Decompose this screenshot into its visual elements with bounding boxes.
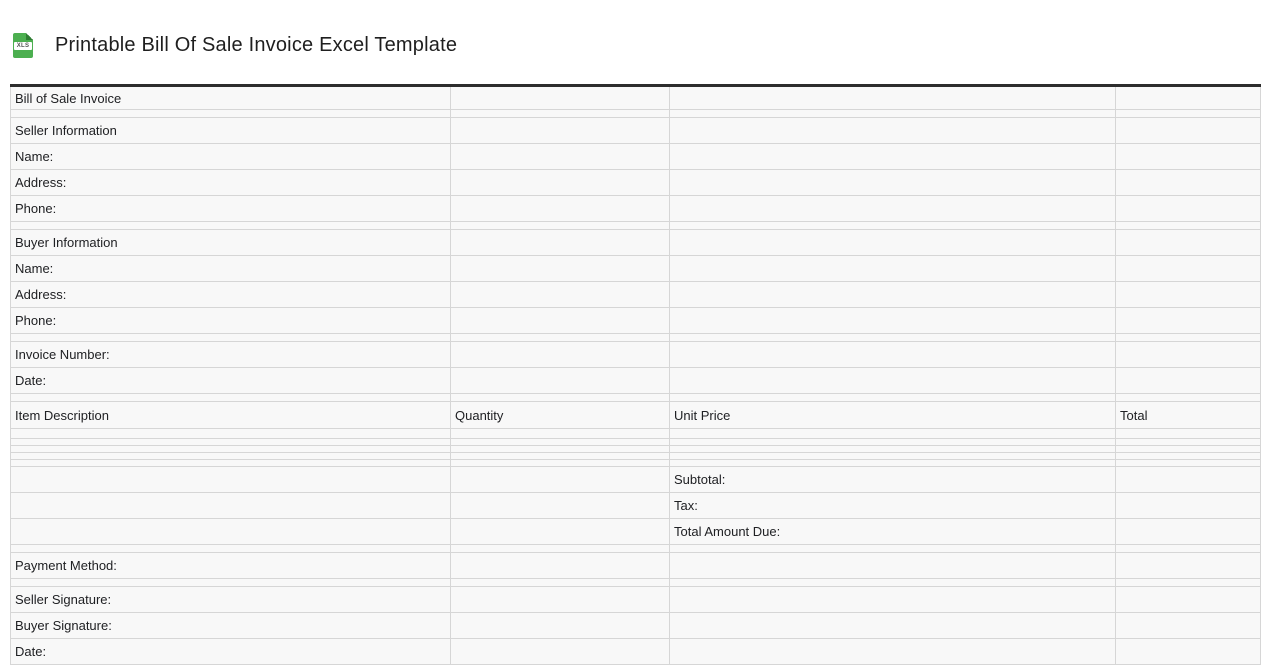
cell: Unit Price — [670, 402, 1116, 429]
cell — [1116, 282, 1261, 308]
cell — [1116, 110, 1261, 118]
cell — [1116, 256, 1261, 282]
cell — [1116, 519, 1261, 545]
cell — [451, 308, 670, 334]
cell — [670, 453, 1116, 460]
cell — [451, 453, 670, 460]
cell — [11, 579, 451, 587]
cell — [451, 222, 670, 230]
cell — [1116, 342, 1261, 368]
field-row — [11, 230, 1261, 256]
cell — [670, 613, 1116, 639]
cell — [1116, 439, 1261, 446]
cell — [11, 460, 451, 467]
cell — [670, 460, 1116, 467]
cell — [1116, 579, 1261, 587]
cell — [670, 196, 1116, 222]
cell — [451, 613, 670, 639]
spacer-row — [11, 394, 1261, 402]
cell — [670, 256, 1116, 282]
field-row — [11, 196, 1261, 222]
cell — [1116, 394, 1261, 402]
cell — [1116, 144, 1261, 170]
cell — [670, 587, 1116, 613]
cell — [11, 222, 451, 230]
cell — [11, 394, 451, 402]
cell — [670, 230, 1116, 256]
field-row — [11, 282, 1261, 308]
cell — [451, 493, 670, 519]
cell — [1116, 639, 1261, 665]
cell — [451, 334, 670, 342]
cell — [1116, 493, 1261, 519]
field-row — [11, 170, 1261, 196]
cell — [670, 394, 1116, 402]
cell — [670, 170, 1116, 196]
cell — [451, 553, 670, 579]
cell — [670, 553, 1116, 579]
cell — [1116, 613, 1261, 639]
xls-file-icon — [13, 33, 33, 58]
cell — [1116, 86, 1261, 110]
cell — [451, 282, 670, 308]
cell — [451, 394, 670, 402]
cell — [451, 467, 670, 493]
spacer-row — [11, 110, 1261, 118]
cell — [670, 282, 1116, 308]
field-row — [11, 639, 1261, 665]
cell — [11, 519, 451, 545]
title-row — [11, 86, 1261, 110]
field-row — [11, 613, 1261, 639]
cell — [11, 110, 451, 118]
field-row — [11, 519, 1261, 545]
cell — [670, 429, 1116, 439]
cell — [451, 639, 670, 665]
cell — [451, 545, 670, 553]
field-row — [11, 467, 1261, 493]
field-row — [11, 553, 1261, 579]
cell: Date: — [11, 368, 451, 394]
cell — [451, 230, 670, 256]
cell — [1116, 308, 1261, 334]
cell — [670, 368, 1116, 394]
cell — [451, 118, 670, 144]
field-row — [11, 368, 1261, 394]
page-title: Printable Bill Of Sale Invoice Excel Template — [55, 33, 458, 56]
cell — [1116, 118, 1261, 144]
cell — [670, 579, 1116, 587]
cell — [451, 368, 670, 394]
cell: Subtotal: — [670, 467, 1116, 493]
spacer-row — [11, 222, 1261, 230]
cell — [11, 453, 451, 460]
cell — [451, 587, 670, 613]
cell — [670, 446, 1116, 453]
cell: Address: — [11, 170, 451, 196]
cell: Total — [1116, 402, 1261, 429]
cell — [1116, 587, 1261, 613]
cell — [1116, 545, 1261, 553]
item-row — [11, 439, 1261, 446]
invoice-table — [10, 84, 1261, 665]
cell — [451, 439, 670, 446]
cell — [451, 460, 670, 467]
cell — [1116, 453, 1261, 460]
cell: Invoice Number: — [11, 342, 451, 368]
field-row — [11, 493, 1261, 519]
cell — [11, 439, 451, 446]
cell — [1116, 553, 1261, 579]
cell — [670, 144, 1116, 170]
cell: Payment Method: — [11, 553, 451, 579]
cell — [11, 493, 451, 519]
item-row — [11, 446, 1261, 453]
cell — [1116, 460, 1261, 467]
spacer-row — [11, 334, 1261, 342]
cell — [1116, 446, 1261, 453]
cell — [451, 86, 670, 110]
cell — [451, 196, 670, 222]
cell — [451, 256, 670, 282]
field-row — [11, 118, 1261, 144]
cell — [670, 439, 1116, 446]
cell — [670, 308, 1116, 334]
cell: Buyer Signature: — [11, 613, 451, 639]
cell — [1116, 368, 1261, 394]
cell: Address: — [11, 282, 451, 308]
cell — [670, 222, 1116, 230]
cell: Quantity — [451, 402, 670, 429]
field-row — [11, 587, 1261, 613]
cell: Tax: — [670, 493, 1116, 519]
cell: Item Description — [11, 402, 451, 429]
cell: Seller Signature: — [11, 587, 451, 613]
cell — [451, 579, 670, 587]
cell — [1116, 467, 1261, 493]
invoice-table-body — [11, 86, 1261, 665]
cell — [670, 342, 1116, 368]
field-row — [11, 144, 1261, 170]
item-row — [11, 453, 1261, 460]
cell — [1116, 170, 1261, 196]
item-row — [11, 460, 1261, 467]
cell — [1116, 222, 1261, 230]
field-row — [11, 342, 1261, 368]
cell — [670, 545, 1116, 553]
spacer-row — [11, 579, 1261, 587]
file-fold-corner — [26, 33, 33, 40]
cell: Total Amount Due: — [670, 519, 1116, 545]
cell — [451, 110, 670, 118]
cell — [451, 446, 670, 453]
cell — [11, 334, 451, 342]
cell — [1116, 196, 1261, 222]
spacer-row — [11, 545, 1261, 553]
item-first-row — [11, 429, 1261, 439]
cell: Bill of Sale Invoice — [11, 86, 451, 110]
cell — [451, 170, 670, 196]
cell — [670, 86, 1116, 110]
cell: Phone: — [11, 308, 451, 334]
cell — [1116, 230, 1261, 256]
cell — [11, 545, 451, 553]
xls-label: XLS — [14, 42, 32, 50]
cell: Name: — [11, 144, 451, 170]
cell — [11, 467, 451, 493]
cell — [11, 446, 451, 453]
cell: Buyer Information — [11, 230, 451, 256]
cell: Name: — [11, 256, 451, 282]
cell — [11, 429, 451, 439]
cell: Seller Information — [11, 118, 451, 144]
cell — [1116, 334, 1261, 342]
cell — [670, 110, 1116, 118]
cell — [1116, 429, 1261, 439]
page-header — [0, 0, 1262, 59]
cell — [451, 342, 670, 368]
cell — [451, 519, 670, 545]
field-row — [11, 308, 1261, 334]
cell: Phone: — [11, 196, 451, 222]
header-row — [11, 402, 1261, 429]
cell — [670, 334, 1116, 342]
cell — [670, 118, 1116, 144]
cell — [670, 639, 1116, 665]
cell — [451, 144, 670, 170]
cell: Date: — [11, 639, 451, 665]
cell — [451, 429, 670, 439]
field-row — [11, 256, 1261, 282]
